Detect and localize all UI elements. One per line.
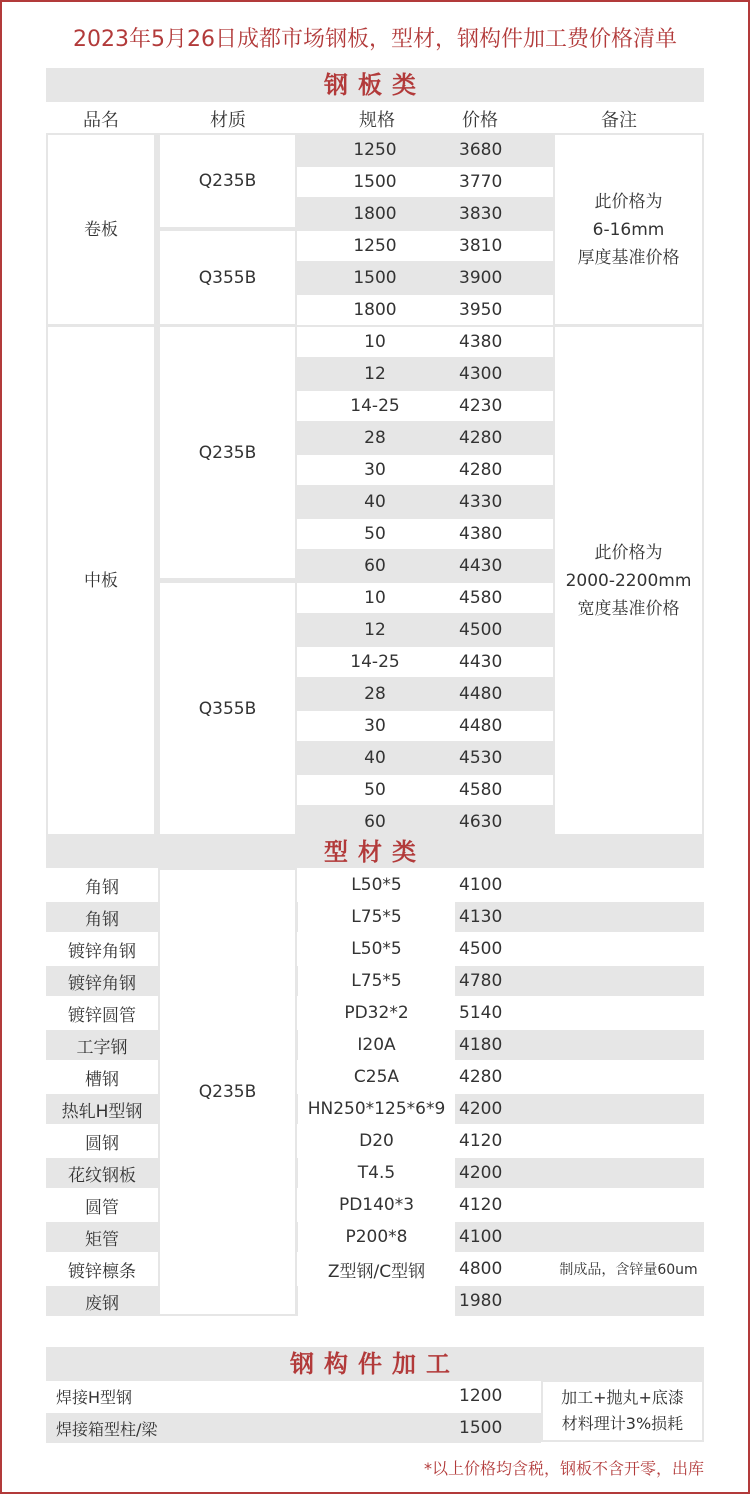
profile-remark-cell: 制成品，含锌量60um <box>559 1262 698 1278</box>
coil-price-cell: 3950 <box>453 295 553 325</box>
medium-price-cell: 4630 <box>459 812 503 832</box>
profile-name-cell: 花纹钢板 <box>68 1165 136 1186</box>
profile-name-cell: 工字钢 <box>76 1037 128 1058</box>
header-material: 材质 <box>210 110 246 131</box>
medium-material-q235b: Q235B <box>160 327 295 578</box>
profile-spec-cell: P200*8 <box>298 1222 455 1252</box>
medium-spec-cell: 60 <box>364 812 386 832</box>
fabrication-price-cell: 1200 <box>459 1386 503 1406</box>
profile-spec-cell: D20 <box>298 1126 455 1156</box>
coil-remark <box>555 135 702 324</box>
medium-price-cell: 4380 <box>453 327 553 357</box>
profile-remark-cell <box>553 998 704 1028</box>
footnote: *以上价格均含税，钢板不含开零，出库 <box>423 1459 704 1478</box>
medium-spec-cell: 40 <box>364 748 386 768</box>
profile-price-cell: 4780 <box>459 971 503 991</box>
profile-spec-cell: L50*5 <box>298 934 455 964</box>
coil-spec-cell: 1500 <box>353 268 397 288</box>
medium-price-cell: 4430 <box>459 556 503 576</box>
coil-material-q355b: Q355B <box>160 231 295 324</box>
medium-price-cell: 4380 <box>453 519 553 549</box>
profile-spec-cell: L75*5 <box>298 902 455 932</box>
coil-price-cell: 3830 <box>459 204 503 224</box>
coil-price-cell: 3680 <box>459 140 503 160</box>
profile-spec-cell: Z型钢/C型钢 <box>298 1254 455 1284</box>
profile-name-cell: 废钢 <box>85 1293 119 1314</box>
profile-name-cell: 镀锌圆管 <box>68 1005 136 1026</box>
medium-spec-cell: 12 <box>364 364 386 384</box>
medium-price-cell: 4280 <box>453 455 553 485</box>
profile-price-cell: 4800 <box>459 1259 503 1279</box>
profile-remark-cell <box>553 934 704 964</box>
header-spec: 规格 <box>359 110 395 131</box>
profile-name-cell: 圆管 <box>85 1197 119 1218</box>
profile-price-cell: 4200 <box>459 1163 503 1183</box>
profile-price-cell: 4100 <box>459 875 503 895</box>
profile-remark-cell <box>553 902 704 932</box>
fabrication-name-cell: 焊接H型钢 <box>56 1387 133 1407</box>
coil-spec-cell: 1800 <box>353 204 397 224</box>
profile-name-cell: 镀锌檩条 <box>68 1261 136 1282</box>
profile-name-cell: 镀锌角钢 <box>68 941 136 962</box>
profile-material: Q235B <box>160 870 295 1314</box>
profile-price-cell: 4180 <box>459 1035 503 1055</box>
coil-material-q235b: Q235B <box>160 135 295 227</box>
medium-spec-cell: 28 <box>364 684 386 704</box>
medium-price-cell: 4430 <box>453 647 553 677</box>
profile-spec-cell: PD32*2 <box>298 998 455 1028</box>
coil-spec-cell: 1250 <box>353 140 397 160</box>
coil-price-cell: 3900 <box>459 268 503 288</box>
fabrication-price-cell: 1500 <box>459 1418 503 1438</box>
medium-spec-cell: 30 <box>297 455 453 485</box>
coil-price-cell: 3810 <box>453 231 553 261</box>
medium-price-cell: 4580 <box>453 583 553 613</box>
medium-price-cell: 4280 <box>459 428 503 448</box>
coil-remark-line-3: 厚度基准价格 <box>577 247 680 268</box>
medium-spec-cell: 12 <box>364 620 386 640</box>
medium-remark-line-3: 宽度基准价格 <box>577 598 680 619</box>
medium-spec-cell: 10 <box>297 327 453 357</box>
profile-remark-cell <box>553 1094 704 1124</box>
medium-price-cell: 4230 <box>453 391 553 421</box>
profile-name-cell: 镀锌角钢 <box>68 973 136 994</box>
section-profile-title: 型材类 <box>46 836 704 868</box>
medium-remark-line-1: 此价格为 <box>594 542 663 563</box>
profile-price-cell: 4120 <box>459 1195 503 1215</box>
profile-name-cell: 圆钢 <box>85 1133 119 1154</box>
coil-price-cell: 3770 <box>453 167 553 197</box>
medium-spec-cell: 10 <box>297 583 453 613</box>
profile-spec-cell: PD140*3 <box>298 1190 455 1220</box>
profile-name-cell: 槽钢 <box>85 1069 119 1090</box>
profile-remark-cell <box>553 1222 704 1252</box>
medium-price-cell: 4330 <box>459 492 503 512</box>
coil-spec-cell: 1250 <box>297 231 453 261</box>
medium-remark <box>555 327 702 834</box>
medium-price-cell: 4300 <box>459 364 503 384</box>
profile-price-cell: 4280 <box>459 1067 503 1087</box>
section-plate-title: 钢板类 <box>46 68 704 102</box>
profile-price-cell: 1980 <box>459 1291 503 1311</box>
page-title: 2023年5月26日成都市场钢板，型材，钢构件加工费价格清单 <box>73 27 677 52</box>
medium-spec-cell: 30 <box>297 711 453 741</box>
profile-price-cell: 4130 <box>459 907 503 927</box>
fabrication-remark-box <box>541 1380 704 1442</box>
header-name: 品名 <box>83 110 119 131</box>
profile-spec-cell: T4.5 <box>298 1158 455 1188</box>
profile-spec-cell: HN250*125*6*9 <box>298 1094 455 1124</box>
medium-price-cell: 4500 <box>459 620 503 640</box>
profile-price-cell: 4120 <box>459 1131 503 1151</box>
profile-price-cell: 4200 <box>459 1099 503 1119</box>
fabrication-remark-line-2: 材料理计3%损耗 <box>561 1414 684 1433</box>
medium-price-cell: 4480 <box>459 684 503 704</box>
profile-spec-cell <box>298 1286 455 1316</box>
medium-material-q355b: Q355B <box>160 583 295 834</box>
medium-spec-cell: 50 <box>297 519 453 549</box>
fabrication-remark-line-1: 加工+抛丸+底漆 <box>561 1388 684 1407</box>
profile-remark-cell <box>553 870 704 900</box>
medium-remark-line-2: 2000-2200mm <box>565 570 692 591</box>
medium-price-cell: 4480 <box>453 711 553 741</box>
medium-spec-cell: 14-25 <box>297 391 453 421</box>
medium-price-cell: 4580 <box>453 775 553 805</box>
profile-spec-cell: L75*5 <box>298 966 455 996</box>
profile-price-cell: 4500 <box>459 939 503 959</box>
header-remark: 备注 <box>601 110 637 131</box>
medium-spec-cell: 40 <box>364 492 386 512</box>
profile-spec-cell: C25A <box>298 1062 455 1092</box>
coil-name: 卷板 <box>48 135 154 324</box>
profile-spec-cell: L50*5 <box>298 870 455 900</box>
profile-remark-cell <box>553 1190 704 1220</box>
profile-remark-cell <box>553 1062 704 1092</box>
medium-price-cell: 4530 <box>459 748 503 768</box>
coil-remark-line-2: 6-16mm <box>592 219 665 240</box>
profile-spec-cell: I20A <box>298 1030 455 1060</box>
profile-remark-cell <box>553 1286 704 1316</box>
profile-name-cell: 角钢 <box>85 909 119 930</box>
profile-name-cell: 热轧H型钢 <box>61 1101 143 1122</box>
medium-spec-cell: 60 <box>364 556 386 576</box>
medium-spec-cell: 28 <box>364 428 386 448</box>
header-price: 价格 <box>462 110 498 131</box>
profile-remark-cell <box>553 1030 704 1060</box>
medium-spec-cell: 50 <box>297 775 453 805</box>
coil-spec-cell: 1500 <box>297 167 453 197</box>
fabrication-name-cell: 焊接箱型柱/梁 <box>56 1419 158 1439</box>
coil-spec-cell: 1800 <box>297 295 453 325</box>
profile-remark-cell <box>553 1126 704 1156</box>
medium-name: 中板 <box>48 327 154 834</box>
coil-remark-line-1: 此价格为 <box>594 191 663 212</box>
profile-remark-cell <box>553 1158 704 1188</box>
profile-price-cell: 4100 <box>459 1227 503 1247</box>
profile-price-cell: 5140 <box>459 1003 503 1023</box>
profile-name-cell: 角钢 <box>85 877 119 898</box>
profile-name-cell: 矩管 <box>85 1229 119 1250</box>
medium-spec-cell: 14-25 <box>297 647 453 677</box>
section-fabrication-title: 钢构件加工 <box>46 1347 704 1381</box>
profile-remark-cell <box>553 966 704 996</box>
